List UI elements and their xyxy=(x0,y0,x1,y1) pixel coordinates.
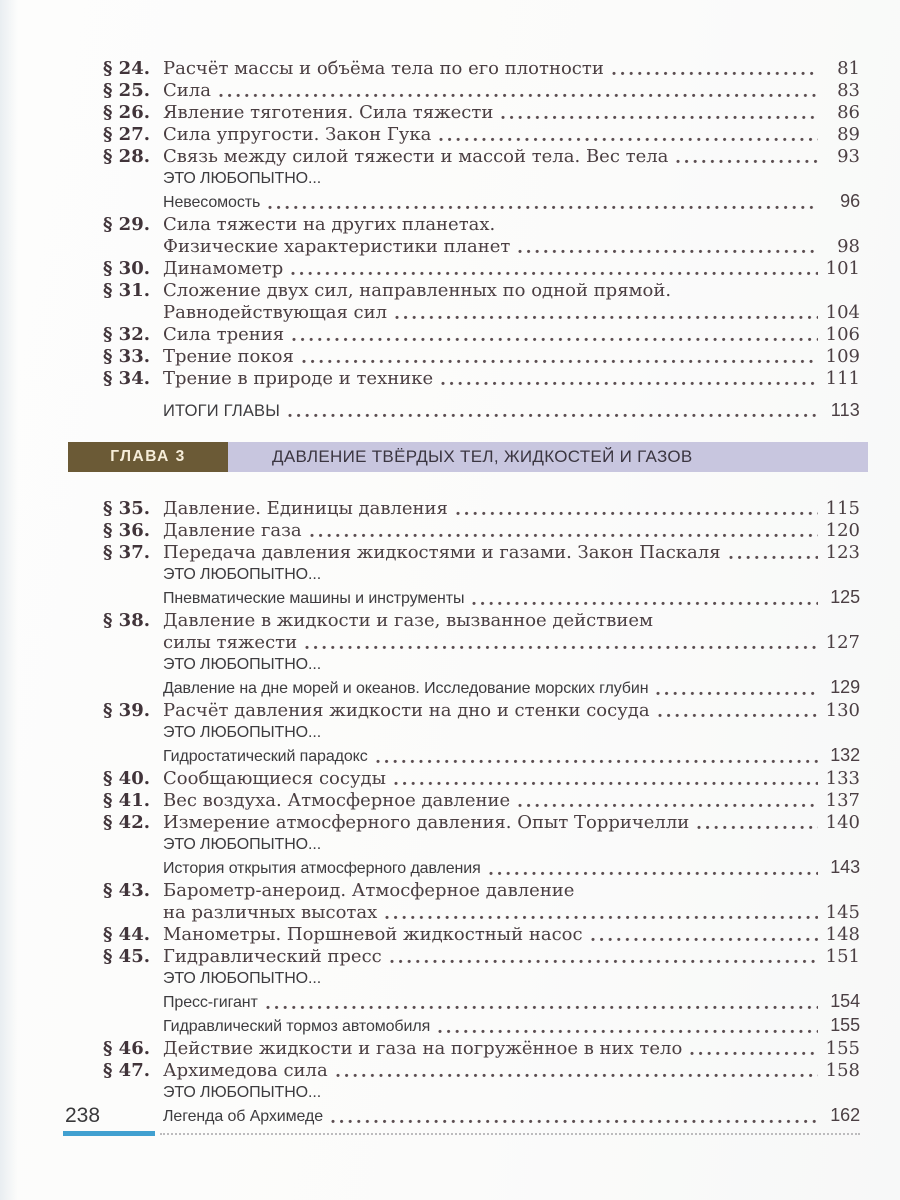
dot-leader xyxy=(676,159,818,164)
entry-title: Расчёт давления жидкости на дно и стенки сосуда xyxy=(163,700,650,721)
page-ref: 115 xyxy=(825,498,860,519)
entry-title: ЭТО ЛЮБОПЫТНО... xyxy=(163,566,322,583)
dot-leader xyxy=(395,315,818,320)
toc-row-sub xyxy=(103,856,860,880)
dot-leader xyxy=(305,645,818,650)
entry-title: на различных высотах xyxy=(163,902,378,923)
page-ref: 127 xyxy=(825,632,860,653)
page-ref: 113 xyxy=(830,400,860,420)
entry-title: ЭТО ЛЮБОПЫТНО... xyxy=(163,170,322,187)
dot-leader xyxy=(472,601,818,606)
section-number: § 31. xyxy=(103,280,150,301)
dot-leader xyxy=(591,937,818,942)
chapter3-entries xyxy=(103,498,860,1128)
toc-row-section-37 xyxy=(103,542,860,564)
section-number: § 27. xyxy=(103,124,150,145)
page-ref: 104 xyxy=(825,302,860,323)
section-number: § 30. xyxy=(103,258,150,279)
toc-row-sub xyxy=(103,190,860,214)
entry-title: Пневматические машины и инструменты xyxy=(163,590,465,607)
page-ref: 86 xyxy=(837,102,860,123)
dot-leader xyxy=(336,1073,818,1078)
entry-title: ЭТО ЛЮБОПЫТНО... xyxy=(163,724,322,741)
toc-row-note xyxy=(103,654,860,676)
section-number: § 33. xyxy=(103,346,150,367)
toc-row-section-35 xyxy=(103,498,860,520)
toc-row-sub xyxy=(103,676,860,700)
entry-title: Давление. Единицы давления xyxy=(163,498,448,519)
entry-title: Трение покоя xyxy=(163,346,294,367)
toc-row-section-38 xyxy=(103,610,860,654)
dot-leader xyxy=(302,359,818,364)
dot-leader xyxy=(729,555,818,560)
dot-leader xyxy=(658,713,818,718)
dot-leader xyxy=(390,959,818,964)
page-ref: 155 xyxy=(825,1038,860,1059)
toc-row-section-33 xyxy=(103,346,860,368)
chapter-title: ДАВЛЕНИЕ ТВЁРДЫХ ТЕЛ, ЖИДКОСТЕЙ И ГАЗОВ xyxy=(272,447,693,466)
dot-leader xyxy=(268,205,818,210)
section-number xyxy=(103,1082,163,1104)
toc-row-section-29 xyxy=(103,214,860,258)
toc-row-section-45 xyxy=(103,946,860,968)
toc-row-note xyxy=(103,168,860,190)
toc-row-section-32 xyxy=(103,324,860,346)
section-number: § 26. xyxy=(103,102,150,123)
page-ref: 143 xyxy=(830,857,860,877)
entry-title: Барометр-анероид. Атмосферное давление xyxy=(163,880,575,901)
section-number: § 29. xyxy=(103,214,150,235)
toc-row-section-34 xyxy=(103,368,860,390)
section-number xyxy=(103,856,163,880)
dot-leader xyxy=(441,381,818,386)
entry-title: ЭТО ЛЮБОПЫТНО... xyxy=(163,970,322,987)
dot-leader xyxy=(291,271,818,276)
section-number xyxy=(103,676,163,700)
section-number xyxy=(103,744,163,768)
section-number: § 24. xyxy=(103,58,150,79)
toc-row-section-47 xyxy=(103,1060,860,1082)
dot-leader xyxy=(518,803,818,808)
footer-rule xyxy=(63,1131,860,1136)
page-ref: 158 xyxy=(825,1060,860,1081)
page-ref: 133 xyxy=(825,768,860,789)
page-ref: 130 xyxy=(825,700,860,721)
dot-leader xyxy=(385,915,818,920)
toc-row-summary xyxy=(103,399,860,422)
section-number: § 42. xyxy=(103,812,150,833)
section-number: § 44. xyxy=(103,924,150,945)
entry-title: Равнодействующая сил xyxy=(163,302,388,323)
entry-title: Гидростатический парадокс xyxy=(163,748,368,765)
entry-title: ИТОГИ ГЛАВЫ xyxy=(163,402,281,420)
section-number: § 34. xyxy=(103,368,150,389)
toc-row-sub xyxy=(103,1014,860,1038)
page-ref: 140 xyxy=(825,812,860,833)
page-ref: 120 xyxy=(825,520,860,541)
page-footer xyxy=(63,1104,860,1136)
toc-row-section-44 xyxy=(103,924,860,946)
toc-row-section-26 xyxy=(103,102,860,124)
dot-leader xyxy=(456,511,818,516)
entry-title: Гидравлический тормоз автомобиля xyxy=(163,1018,431,1035)
dot-leader xyxy=(394,781,818,786)
entry-title: Сила упругости. Закон Гука xyxy=(163,124,432,145)
dot-leader xyxy=(266,1005,818,1010)
entry-title: Манометры. Поршневой жидкостный насос xyxy=(163,924,583,945)
entry-title: Пресс-гигант xyxy=(163,994,258,1011)
section-number xyxy=(103,190,163,214)
section-number: § 40. xyxy=(103,768,150,789)
section-number: § 46. xyxy=(103,1038,150,1059)
entry-title: Действие жидкости и газа на погружённое в них тело xyxy=(163,1038,683,1059)
dot-leader xyxy=(489,871,818,876)
entry-title: ЭТО ЛЮБОПЫТНО... xyxy=(163,1084,322,1101)
toc-row-note xyxy=(103,968,860,990)
page-ref: 93 xyxy=(837,146,860,167)
dot-leader xyxy=(690,1051,818,1056)
dot-leader xyxy=(376,759,818,764)
entry-title: Давление в жидкости и газе, вызванное действием xyxy=(163,610,653,631)
page-ref: 162 xyxy=(830,1105,860,1125)
footer-rule-gray xyxy=(160,1133,860,1135)
page-ref: 83 xyxy=(837,80,860,101)
page-ref: 125 xyxy=(830,587,860,607)
toc-row-section-30 xyxy=(103,258,860,280)
entry-title: Сообщающиеся сосуды xyxy=(163,768,386,789)
page-ref: 109 xyxy=(825,346,860,367)
dot-leader xyxy=(292,337,818,342)
section-number xyxy=(103,654,163,676)
section-number xyxy=(103,834,163,856)
dot-leader xyxy=(310,533,818,538)
page-ref: 151 xyxy=(825,946,860,967)
toc-row-section-40 xyxy=(103,768,860,790)
section-number: § 36. xyxy=(103,520,150,541)
entry-title: Динамометр xyxy=(163,258,284,279)
page-ref: 123 xyxy=(825,542,860,563)
toc-row-sub xyxy=(103,586,860,610)
page-ref: 111 xyxy=(825,368,860,389)
entry-title: Связь между силой тяжести и массой тела. Вес тела xyxy=(163,146,669,167)
entry-title: ЭТО ЛЮБОПЫТНО... xyxy=(163,656,322,673)
toc-row-section-43 xyxy=(103,880,860,924)
page-number: 238 xyxy=(65,1104,101,1127)
section-number xyxy=(103,722,163,744)
page-ref: 101 xyxy=(825,258,860,279)
toc-row-sub xyxy=(103,990,860,1014)
entry-title: Трение в природе и технике xyxy=(163,368,434,389)
dot-leader xyxy=(288,413,818,418)
section-number xyxy=(103,399,163,422)
entry-title: Архимедова сила xyxy=(163,1060,328,1081)
section-number: § 45. xyxy=(103,946,150,967)
toc-row-section-42 xyxy=(103,812,860,834)
page-ref: 96 xyxy=(840,191,860,211)
section-number xyxy=(103,168,163,190)
toc-row-section-31 xyxy=(103,280,860,324)
toc-row-section-36 xyxy=(103,520,860,542)
page-ref: 132 xyxy=(830,745,860,765)
toc-row-note xyxy=(103,722,860,744)
section-number: § 41. xyxy=(103,790,150,811)
section-number: § 28. xyxy=(103,146,150,167)
dot-leader xyxy=(656,691,818,696)
toc-row-section-25 xyxy=(103,80,860,102)
entry-title: Сложение двух сил, направленных по одной прямой. xyxy=(163,280,672,301)
entry-title: Невесомость xyxy=(163,194,261,211)
entry-title: Гидравлический пресс xyxy=(163,946,382,967)
table-of-contents xyxy=(103,58,860,1128)
footer-rule-blue xyxy=(63,1131,155,1136)
section-number: § 43. xyxy=(103,880,150,901)
dot-leader xyxy=(438,1029,818,1034)
entry-title: Передача давления жидкостями и газами. Закон Паскаля xyxy=(163,542,721,563)
dot-leader xyxy=(612,71,818,76)
dot-leader xyxy=(219,93,818,98)
entry-title: Легенда об Архимеде xyxy=(163,1108,324,1125)
chapter3-header xyxy=(68,442,868,472)
section-number: § 32. xyxy=(103,324,150,345)
chapter2-entries xyxy=(103,58,860,422)
page-ref: 137 xyxy=(825,790,860,811)
toc-row-note xyxy=(103,1082,860,1104)
entry-title: Сила тяжести на других планетах. xyxy=(163,214,496,235)
dot-leader xyxy=(501,115,818,120)
toc-row-section-41 xyxy=(103,790,860,812)
page-ref: 154 xyxy=(830,991,860,1011)
section-number xyxy=(103,586,163,610)
section-number xyxy=(103,1014,163,1038)
section-number xyxy=(103,564,163,586)
toc-row-note xyxy=(103,564,860,586)
entry-title: История открытия атмосферного давления xyxy=(163,860,481,877)
dot-leader xyxy=(697,825,818,830)
entry-title: Вес воздуха. Атмосферное давление xyxy=(163,790,511,811)
entry-title: Явление тяготения. Сила тяжести xyxy=(163,102,494,123)
page-ref: 106 xyxy=(825,324,860,345)
dot-leader xyxy=(518,249,818,254)
section-number: § 35. xyxy=(103,498,150,519)
entry-title: Измерение атмосферного давления. Опыт Торричелли xyxy=(163,812,690,833)
page-ref: 81 xyxy=(837,58,860,79)
page-ref: 98 xyxy=(837,236,860,257)
entry-title: Давление на дне морей и океанов. Исследование морских глубин xyxy=(163,680,649,697)
toc-row-section-39 xyxy=(103,700,860,722)
dot-leader xyxy=(439,137,818,142)
entry-title: Давление газа xyxy=(163,520,302,541)
page-ref: 155 xyxy=(830,1015,860,1035)
entry-title: Расчёт массы и объёма тела по его плотности xyxy=(163,58,604,79)
page-ref: 145 xyxy=(825,902,860,923)
page-ref: 129 xyxy=(830,677,860,697)
entry-title: Сила трения xyxy=(163,324,285,345)
entry-title: Физические характеристики планет xyxy=(163,236,511,257)
section-number: § 47. xyxy=(103,1060,150,1081)
entry-title: силы тяжести xyxy=(163,632,298,653)
entry-title: ЭТО ЛЮБОПЫТНО... xyxy=(163,836,322,853)
section-number xyxy=(103,968,163,990)
page-ref: 148 xyxy=(825,924,860,945)
toc-row-sub xyxy=(103,744,860,768)
section-number: § 37. xyxy=(103,542,150,563)
toc-row-section-28 xyxy=(103,146,860,168)
section-number xyxy=(103,990,163,1014)
chapter-badge: ГЛАВА 3 xyxy=(68,442,228,472)
toc-row-note xyxy=(103,834,860,856)
section-number: § 39. xyxy=(103,700,150,721)
toc-row-section-46 xyxy=(103,1038,860,1060)
page-ref: 89 xyxy=(837,124,860,145)
section-number: § 25. xyxy=(103,80,150,101)
entry-title: Сила xyxy=(163,80,211,101)
toc-row-section-24 xyxy=(103,58,860,80)
section-number: § 38. xyxy=(103,610,150,631)
toc-row-section-27 xyxy=(103,124,860,146)
